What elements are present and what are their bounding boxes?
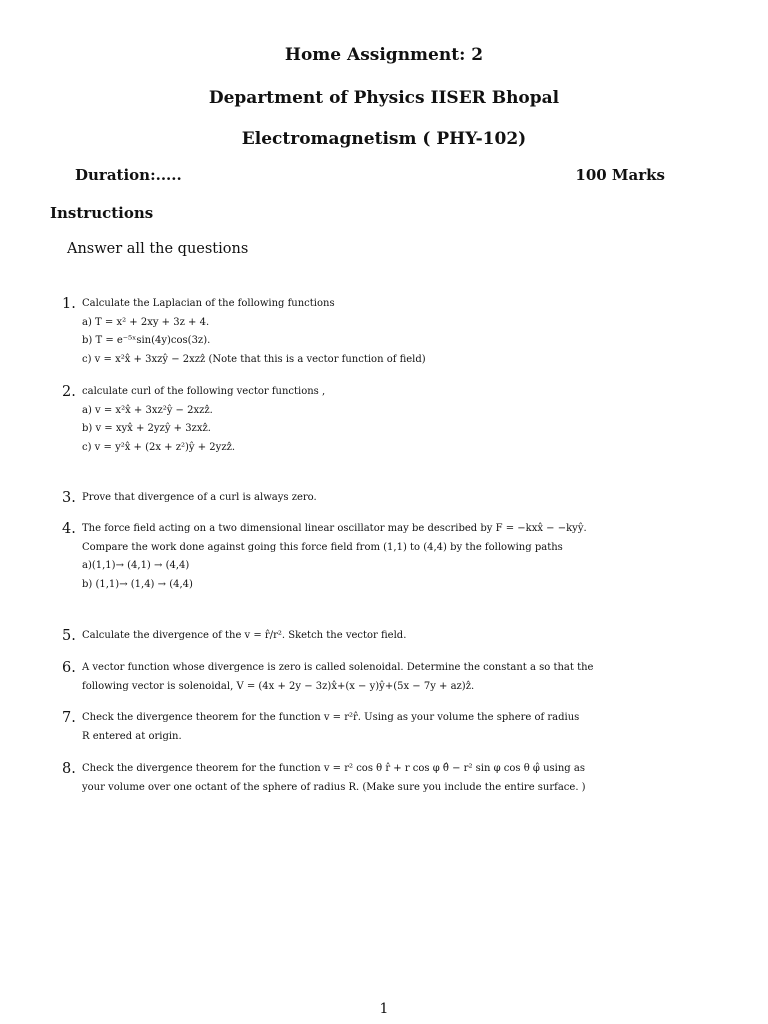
question-line: A vector function whose divergence is zero is called solenoidal. Determine the constant a so that the [82,662,594,673]
question-number: 3. [62,490,76,506]
question-number: 2. [62,384,76,400]
question-line: c) v = x²x̂ + 3xzŷ − 2xzẑ (Note that this is a vector function of field) [82,353,426,365]
question-2 [62,383,724,457]
question-line: calculate curl of the following vector functions , [82,386,326,397]
question-1 [62,295,724,369]
question-line: a) v = x²x̂ + 3xz²ŷ − 2xzẑ. [82,404,213,416]
question-line: b) v = xyx̂ + 2yzŷ + 3zxẑ. [82,423,211,434]
question-7 [62,709,724,746]
question-number: 1. [62,296,76,312]
question-line: Calculate the divergence of the v = r̂/r². Sketch the vector field. [82,630,407,641]
question-line: Check the divergence theorem for the function v = r² cos θ r̂ + r cos φ θ̂ − r² sin φ cos θ φ̂ using as [82,763,585,774]
question-line: b) T = e⁻⁵ˣsin(4y)cos(3z). [82,335,211,346]
question-line: Compare the work done against going this force field from (1,1) to (4,4) by the following paths [82,541,563,553]
question-3 [62,489,724,508]
question-line: R entered at origin. [82,730,182,742]
question-5 [62,627,724,646]
question-number: 8. [62,761,76,777]
question-line: your volume over one octant of the sphere of radius R. (Make sure you include the entire surface. ) [82,781,586,793]
question-4 [62,520,724,594]
question-line: The force field acting on a two dimensional linear oscillator may be described by F = −kxx̂ − −kyŷ. [82,523,587,534]
department-heading: Department of Physics IISER Bhopal [208,88,560,108]
course-heading: Electromagnetism ( PHY-102) [241,129,527,149]
page-number: 1 [379,1001,389,1017]
question-line: Check the divergence theorem for the function v = r²r̂. Using as your volume the sphere of radius [82,712,580,723]
question-8 [62,760,724,797]
question-line: b) (1,1)→ (1,4) → (4,4) [82,578,193,590]
duration-label: Duration:..... [75,166,182,184]
question-number: 5. [62,628,76,644]
question-line: Prove that divergence of a curl is always zero. [82,492,317,503]
question-number: 7. [62,710,76,726]
instructions-text: Answer all the questions [67,241,249,257]
question-line: Calculate the Laplacian of the following functions [82,298,335,309]
question-line: following vector is solenoidal, V = (4x + 2y − 3z)x̂+(x − y)ŷ+(5x − 7y + az)ẑ. [82,680,475,692]
assignment-title: Home Assignment: 2 [284,45,484,65]
question-line: a) T = x² + 2xy + 3z + 4. [82,316,210,328]
question-line: c) v = y²x̂ + (2x + z²)ŷ + 2yzẑ. [82,441,236,453]
instructions-heading: Instructions [50,204,154,222]
marks-label: 100 Marks [575,166,665,184]
question-line: a)(1,1)→ (4,1) → (4,4) [82,560,190,571]
question-number: 6. [62,660,76,676]
question-6 [62,659,724,696]
question-number: 4. [62,521,76,537]
